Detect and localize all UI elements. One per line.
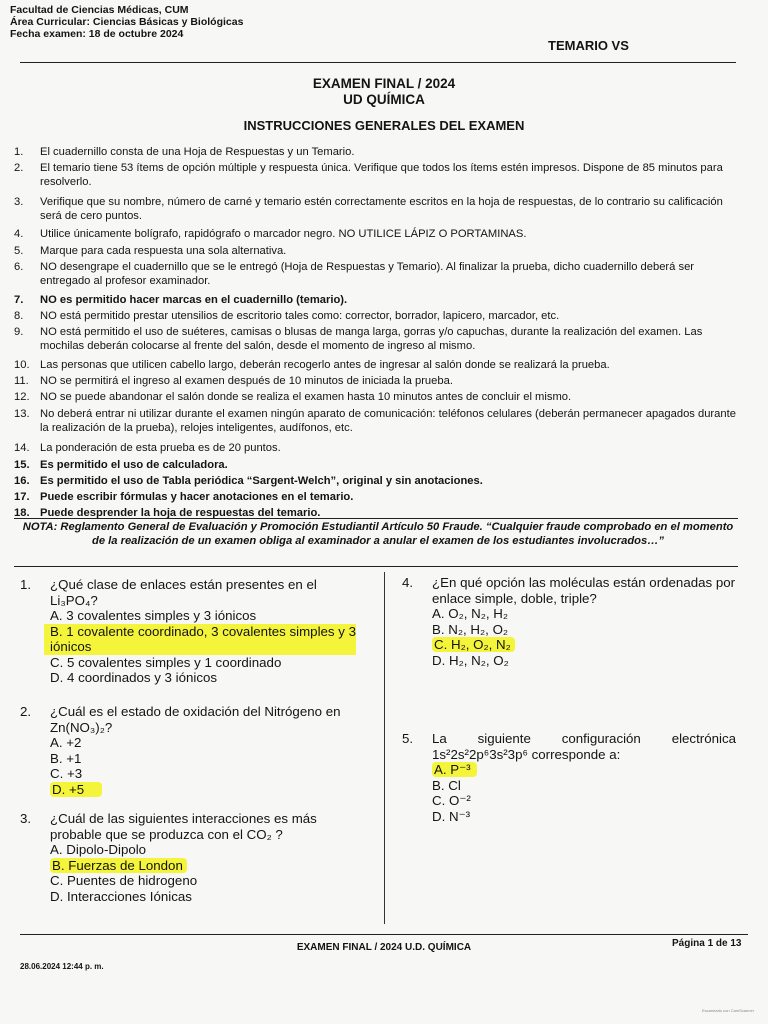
question-stem: ¿Cuál es el estado de oxidación del Nitrógeno en Zn(NO₃)₂? — [50, 704, 341, 735]
option-d: D. H₂, N₂, O₂ — [432, 652, 509, 668]
instruction-item: 2. El temario tiene 53 ítems de opción múltiple y respuesta única. Verifique que todos los ítems estén impresos. Dispone de 85 minutos para resolverlo. — [14, 162, 723, 188]
footer-title: EXAMEN FINAL / 2024 U.D. QUÍMICA — [296, 942, 472, 953]
option-c: C. O⁻² — [432, 793, 471, 808]
instruction-item: 14. La ponderación de esta prueba es de 20 puntos. — [14, 442, 281, 454]
option-a: A. Dipolo-Dipolo — [50, 842, 147, 857]
instruction-item: 18. Puede desprender la hoja de respuestas del temario. — [14, 507, 321, 519]
option-b: B. Cl — [432, 777, 461, 793]
instruction-item: 3. Verifique que su nombre, número de carné y temario estén correctamente escritos en la hoja de respuestas, de lo contrario su calificación será de cero puntos. — [14, 196, 723, 222]
exam-title: EXAMEN FINAL / 2024 — [312, 76, 456, 91]
page-number: Página 1 de 13 — [672, 938, 742, 949]
exam-date: Fecha examen: 18 de octubre 2024 — [10, 28, 184, 40]
question-stem: ¿En qué opción las moléculas están ordenadas por enlace simple, doble, triple? — [432, 575, 736, 606]
option-c: C. Puentes de hidrogeno — [50, 873, 198, 888]
instruction-item: 10. Las personas que utilicen cabello largo, deberán recogerlo antes de ingresar al salón donde se realizará la prueba. — [14, 359, 610, 371]
option-b-highlighted: B. 1 covalente coordinado, 3 covalentes simples y 3 iónicos — [44, 624, 356, 655]
scanner-watermark: Escaneado con CamScanner — [702, 1008, 755, 1013]
question-stem: ¿Cuál de las siguientes interacciones es más probable que se produzca con el CO₂ ? — [50, 811, 317, 842]
exam-subject: UD QUÍMICA — [343, 92, 425, 107]
question-1: 1. ¿Qué clase de enlaces están presentes en el Li₃PO₄? A. 3 covalentes simples y 3 iónicos B. 1 covalente coordinado, 3 covalentes simples y 3 iónicos C. 5 covalentes simples y 1 coordinado D. 4 coordinados y 3 iónicos — [20, 577, 357, 685]
option-d: D. 4 coordinados y 3 iónicos — [50, 670, 218, 685]
question-2: 2. ¿Cuál es el estado de oxidación del Nitrógeno en Zn(NO₃)₂? A. +2 B. +1 C. +3 D. +5 — [20, 704, 356, 797]
question-5: 5. La siguiente configuración electrónica 1s²2s²2p⁶3s²3p⁶ corresponde a: A. P⁻³ B. Cl C. O⁻² D. N⁻³ — [402, 731, 736, 824]
question-stem: La siguiente configuración electrónica 1s²2s²2p⁶3s²3p⁶ corresponde a: — [432, 731, 736, 762]
instruction-item: 7. NO es permitido hacer marcas en el cuadernillo (temario). — [14, 294, 348, 306]
option-b: B. +1 — [50, 750, 82, 766]
option-d-highlighted: D. +5 — [50, 782, 102, 797]
option-a-highlighted: A. P⁻³ — [432, 762, 477, 777]
option-a: A. O₂, N₂, H₂ — [432, 606, 509, 621]
instruction-item: 5. Marque para cada respuesta una sola alternativa. — [14, 245, 287, 257]
instruction-item: 4. Utilice únicamente bolígrafo, rapidógrafo o marcador negro. NO UTILICE LÁPIZ O PORTAMINAS. — [14, 228, 527, 240]
instructions-heading: INSTRUCCIONES GENERALES DEL EXAMEN — [243, 118, 525, 133]
instruction-item: 15. Es permitido el uso de calculadora. — [14, 459, 228, 471]
instruction-item: 11. NO se permitirá el ingreso al examen después de 10 minutos de iniciada la prueba. — [14, 375, 453, 387]
question-3: 3. ¿Cuál de las siguientes interacciones es más probable que se produzca con el CO₂ ? A. Dipolo-Dipolo B. Fuerzas de London C. Puentes de hidrogeno D. Interacciones Iónicas — [20, 811, 356, 904]
instruction-item: 8. NO está permitido prestar utensilios de escritorio tales como: corrector, borrador, lapicero, marcador, etc. — [14, 310, 560, 322]
area-label: Área Curricular: Ciencias Básicas y Biológicas — [10, 16, 244, 28]
option-b-highlighted: B. Fuerzas de London — [50, 858, 187, 873]
instruction-item: 1. El cuadernillo consta de una Hoja de Respuestas y un Temario. — [14, 146, 355, 158]
instruction-item: 17. Puede escribir fórmulas y hacer anotaciones en el temario. — [14, 491, 354, 503]
instruction-item: 13. No deberá entrar ni utilizar durante el examen ningún aparato de comunicación: teléfonos celulares (deberán permanecer apagados durante la realización de la prueba), relojes inteligentes, audífonos, etc. — [14, 408, 736, 434]
footer-divider — [20, 934, 748, 935]
instruction-item: 9. NO está permitido el uso de suéteres, camisas o blusas de manga larga, gorras y/o capuchas, durante la realización del examen. Las mochilas deberán colocarse al frente del salón, desde el momento de ingreso al mismo. — [14, 326, 703, 352]
print-timestamp: 28.06.2024 12:44 p. m. — [20, 962, 104, 971]
instruction-item: 12. NO se puede abandonar el salón donde se realiza el examen hasta 10 minutos antes de concluir el mismo. — [14, 391, 572, 403]
nota-divider — [14, 518, 738, 519]
instruction-item: 6. NO desengrape el cuadernillo que se le entregó (Hoja de Respuestas y Temario). Al finalizar la prueba, dicho cuadernillo deberá ser entregado al profesor examinador. — [14, 261, 695, 287]
nota-text: NOTA: Reglamento General de Evaluación y Promoción Estudiantil Artículo 50 Fraude. “Cualquier fraude comprobado en el momento de la realización de un examen obliga al examinador a anular el examen de los estudiantes involucrados…” — [22, 521, 734, 547]
option-d: D. Interacciones Iónicas — [50, 888, 192, 904]
option-d: D. N⁻³ — [432, 808, 471, 824]
faculty-label: Facultad de Ciencias Médicas, CUM — [10, 4, 189, 16]
option-c: C. +3 — [50, 766, 83, 781]
header-divider — [20, 62, 736, 63]
option-a: A. +2 — [50, 735, 82, 750]
temario-label: TEMARIO VS — [548, 38, 629, 53]
question-stem: ¿Qué clase de enlaces están presentes en el Li₃PO₄? — [50, 577, 317, 608]
option-b: B. N₂, H₂, O₂ — [432, 621, 509, 637]
option-c-highlighted: C. H₂, O₂, N₂ — [432, 637, 515, 652]
column-divider — [384, 572, 385, 924]
option-c: C. 5 covalentes simples y 1 coordinado — [50, 654, 282, 670]
questions-divider — [14, 566, 738, 567]
option-a: A. 3 covalentes simples y 3 iónicos — [50, 608, 257, 623]
instruction-item: 16. Es permitido el uso de Tabla periódica “Sargent-Welch”, original y sin anotaciones. — [14, 475, 483, 487]
question-4: 4. ¿En qué opción las moléculas están ordenadas por enlace simple, doble, triple? A. O₂, N₂, H₂ B. N₂, H₂, O₂ C. H₂, O₂, N₂ D. H₂, N₂, O₂ — [402, 575, 742, 668]
